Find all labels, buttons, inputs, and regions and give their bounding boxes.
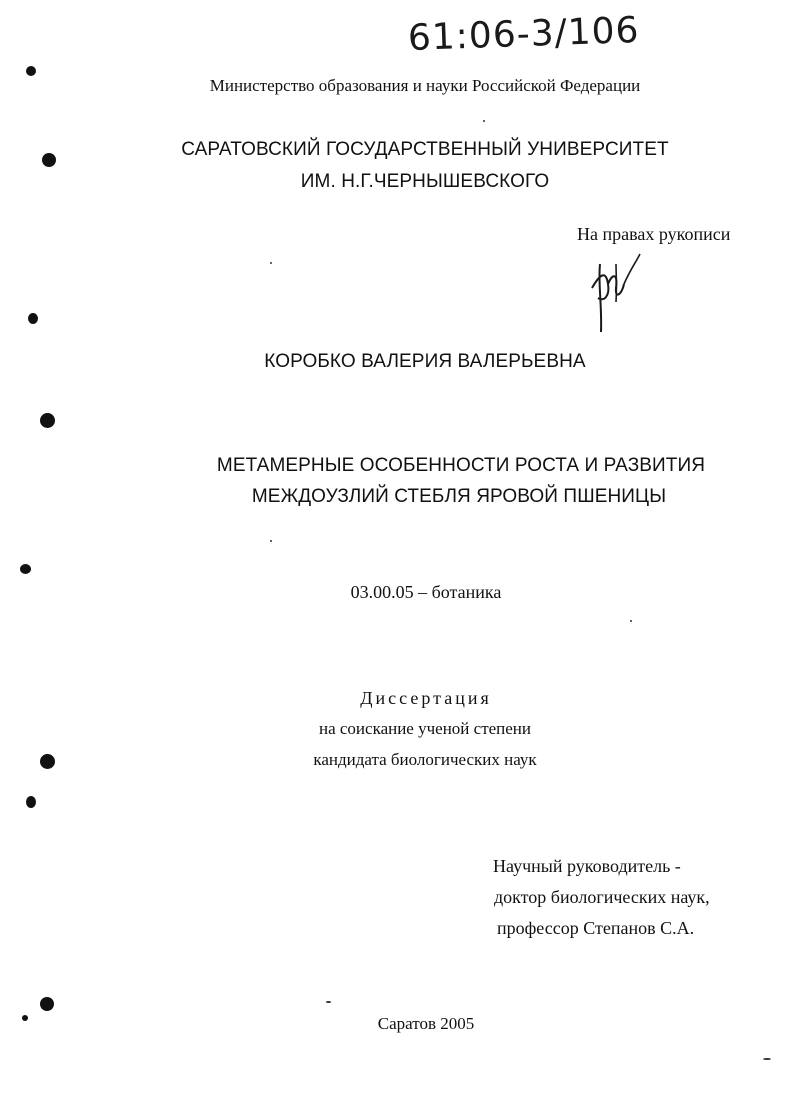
thesis-title-line2: МЕЖДОУЗЛИЙ СТЕБЛЯ ЯРОВОЙ ПШЕНИЦЫ — [251, 486, 667, 507]
punch-hole-mark — [22, 1015, 28, 1021]
university-name-line1: САРАТОВСКИЙ ГОСУДАРСТВЕННЫЙ УНИВЕРСИТЕТ — [181, 139, 669, 160]
punch-hole-mark — [26, 796, 36, 808]
supervisor-line3: профессор Степанов С.А. — [497, 918, 695, 938]
archive-code-handwritten: 61:06-3/106 — [407, 9, 641, 59]
ministry-name: Министерство образования и науки Российской Федерации — [209, 76, 641, 95]
university-name-line2: ИМ. Н.Г.ЧЕРНЫШЕВСКОГО — [300, 171, 550, 192]
punch-hole-mark — [40, 997, 54, 1011]
punch-hole-mark — [40, 413, 55, 428]
scan-speck — [483, 120, 485, 122]
author-name: КОРОБКО ВАЛЕРИЯ ВАЛЕРЬЕВНА — [264, 351, 586, 372]
punch-hole-mark — [26, 66, 36, 76]
scan-speck — [270, 262, 272, 264]
punch-hole-mark — [20, 564, 31, 574]
manuscript-rights-note: На правах рукописи — [577, 224, 731, 244]
document-type-heading: Диссертация — [360, 688, 492, 708]
punch-hole-mark — [28, 313, 38, 324]
city-and-year: Саратов 2005 — [377, 1014, 475, 1033]
scan-speck — [763, 1058, 771, 1060]
author-signature — [586, 244, 646, 336]
scan-speck — [326, 1001, 331, 1003]
supervisor-line2: доктор биологических наук, — [494, 887, 710, 907]
scan-speck — [630, 620, 632, 622]
degree-line1: на соискание ученой степени — [318, 719, 532, 738]
supervisor-line1: Научный руководитель - — [493, 856, 681, 876]
punch-hole-mark — [42, 153, 56, 167]
degree-line2: кандидата биологических наук — [313, 750, 537, 769]
punch-hole-mark — [40, 754, 55, 769]
scan-speck — [270, 540, 272, 542]
specialty-code: 03.00.05 – ботаника — [350, 582, 502, 602]
thesis-title-line1: МЕТАМЕРНЫЕ ОСОБЕННОСТИ РОСТА И РАЗВИТИЯ — [216, 455, 706, 476]
